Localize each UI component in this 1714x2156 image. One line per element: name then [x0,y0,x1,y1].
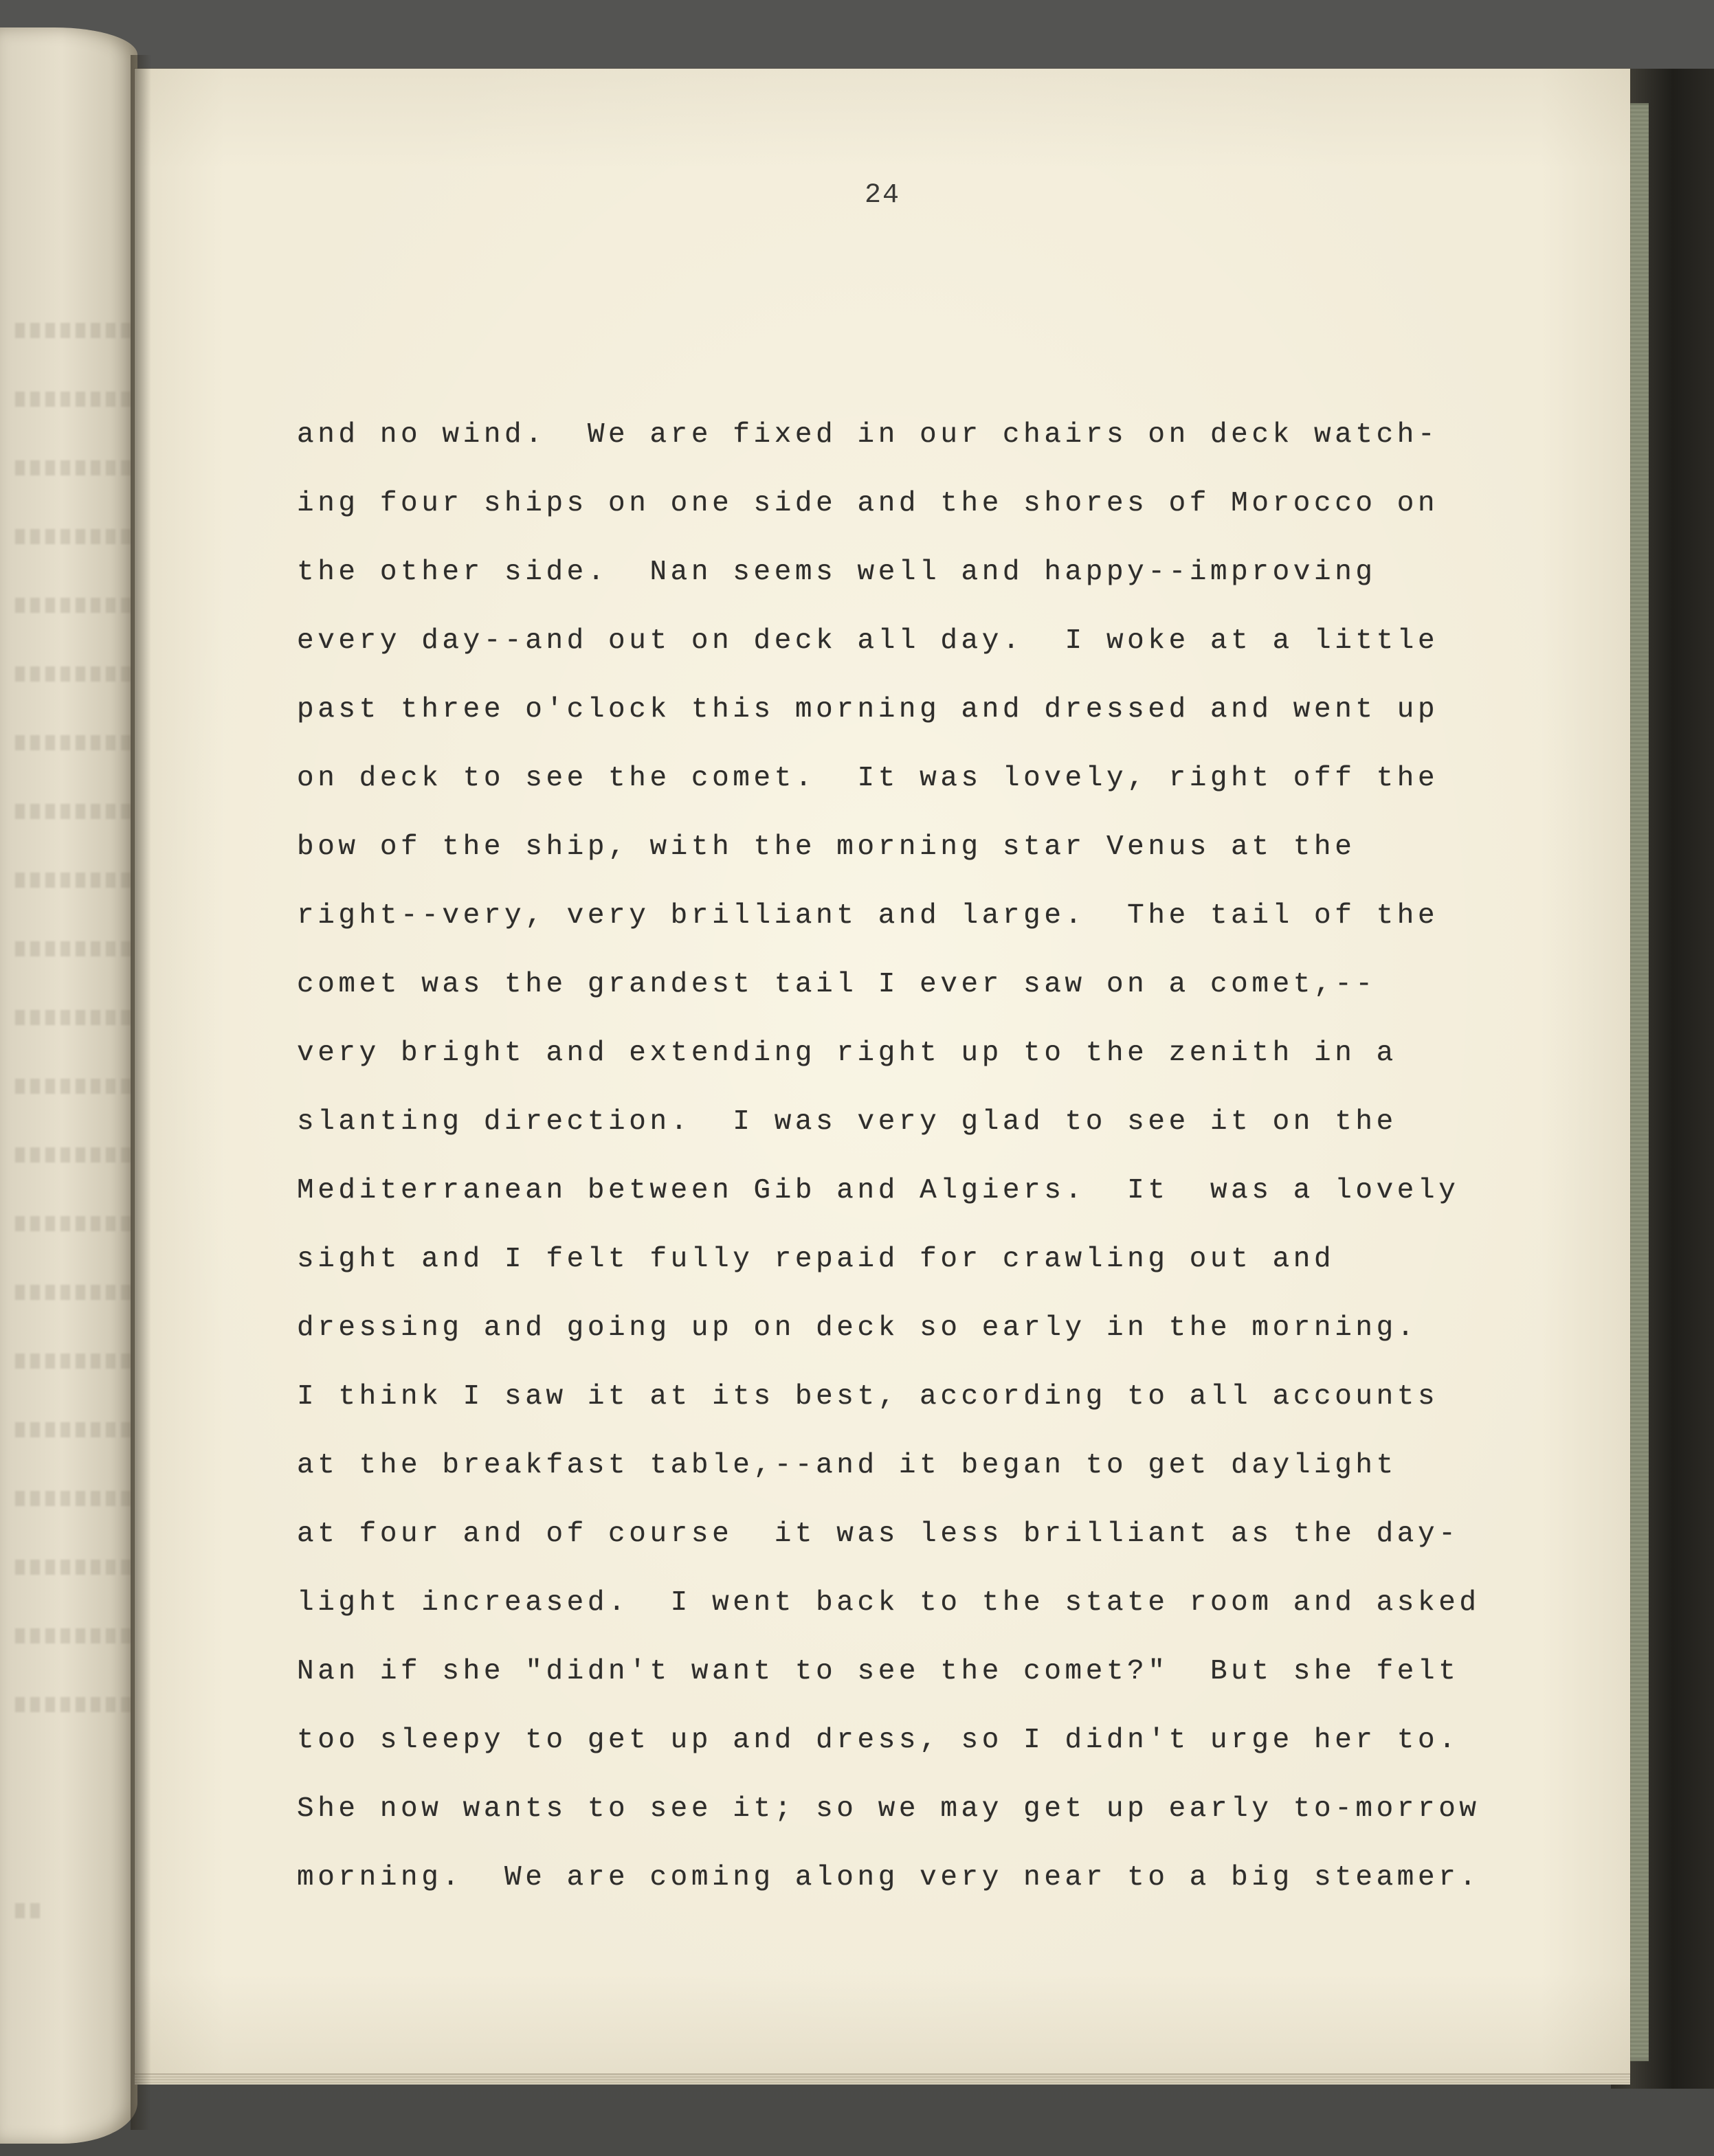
text-line: the other side. Nan seems well and happy--improving [297,557,1377,588]
show-through-text [15,598,132,613]
show-through-text [15,804,132,819]
text-line: right--very, very brilliant and large. The tail of the [297,900,1439,932]
gutter-shadow [131,55,151,2130]
show-through-text [15,873,132,888]
show-through-text [15,1697,132,1712]
text-line: at four and of course it was less brilliant as the day- [297,1518,1460,1550]
show-through-text [15,323,132,338]
show-through-text [15,460,132,475]
text-line: and no wind. We are fixed in our chairs on deck watch- [297,419,1439,451]
text-line: too sleepy to get up and dress, so I didn't urge her to. [297,1725,1460,1756]
show-through-text [15,666,132,682]
page-number: 24 [864,180,900,211]
text-line: morning. We are coming along very near to a big steamer. [297,1862,1480,1894]
facing-page-edge [0,27,137,2144]
text-line: light increased. I went back to the state room and asked [297,1587,1480,1619]
show-through-text [15,1079,132,1094]
show-through-text [15,1147,132,1163]
text-line: She now wants to see it; so we may get up early to-morrow [297,1793,1480,1825]
show-through-text [15,941,132,956]
text-line: past three o'clock this morning and dressed and went up [297,694,1439,726]
show-through-text [15,1628,132,1643]
text-line: sight and I felt fully repaid for crawling out and [297,1244,1335,1275]
show-through-text [15,735,132,750]
show-through-text [15,529,132,544]
text-line: every day--and out on deck all day. I woke at a little [297,625,1439,657]
text-line: comet was the grandest tail I ever saw on a comet,-- [297,969,1377,1000]
text-line: bow of the ship, with the morning star Venus at the [297,831,1356,863]
text-line: I think I saw it at its best, according to all accounts [297,1381,1439,1413]
text-line: at the breakfast table,--and it began to get daylight [297,1450,1397,1481]
show-through-text [15,1354,132,1369]
show-through-text [15,1010,132,1025]
show-through-text [15,1422,132,1437]
text-line: dressing and going up on deck so early in the morning. [297,1312,1418,1344]
show-through-text [15,1903,43,1918]
text-line: Nan if she "didn't want to see the comet?" But she felt [297,1656,1460,1687]
typewritten-page [135,69,1630,2074]
text-line: very bright and extending right up to the zenith in a [297,1037,1397,1069]
show-through-text [15,1560,132,1575]
show-through-text [15,392,132,407]
page-stack-edge [135,2074,1630,2085]
show-through-text [15,1216,132,1231]
text-line: slanting direction. I was very glad to see it on the [297,1106,1397,1138]
text-line: on deck to see the comet. It was lovely, right off the [297,763,1439,794]
text-line: Mediterranean between Gib and Algiers. It was a lovely [297,1175,1460,1206]
text-line: ing four ships on one side and the shores of Morocco on [297,488,1439,519]
show-through-text [15,1285,132,1300]
show-through-text [15,1491,132,1506]
